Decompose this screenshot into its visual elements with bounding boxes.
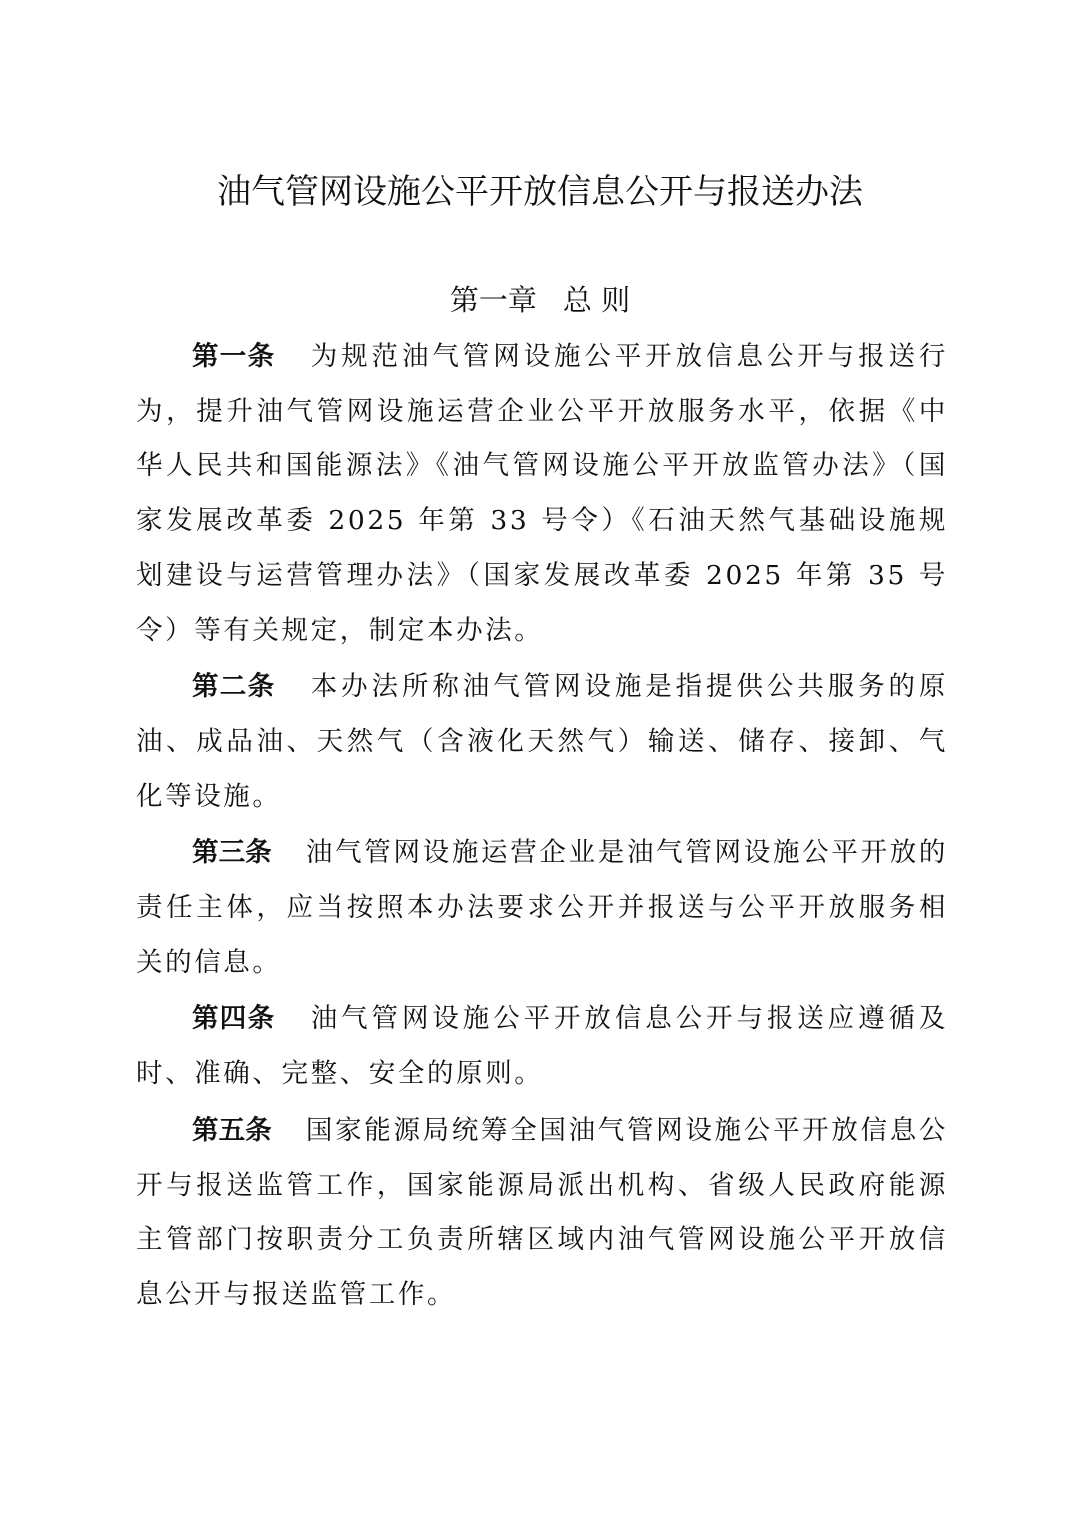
article-text: 油气管网设施公平开放信息公开与报送应遵循及时、准确、完整、安全的原则。 xyxy=(136,1003,949,1090)
chapter-heading xyxy=(0,274,1080,326)
article-1 xyxy=(136,330,948,658)
article-3 xyxy=(136,826,948,990)
document-title: 油气管网设施公平开放信息公开与报送办法 xyxy=(217,172,863,212)
article-5 xyxy=(136,1104,948,1323)
article-label: 第四条 xyxy=(192,1003,276,1035)
article-text: 为规范油气管网设施公平开放信息公开与报送行为，提升油气管网设施运营企业公平开放服务水平，依据《中华人民共和国能源法》《油气管网设施公平开放监管办法》（国家发展改革委 2025 年第 33 号令）《石油天然气基础设施规划建设与运营管理办法》（国家发展改革委 2025 年第 35 号令）等有关规定，制定本办法。 xyxy=(136,341,949,646)
chapter-number: 第一章 xyxy=(449,283,537,317)
article-text: 本办法所称油气管网设施是指提供公共服务的原油、成品油、天然气（含液化天然气）输送、储存、接卸、气化等设施。 xyxy=(136,671,949,812)
article-4 xyxy=(136,992,948,1101)
document-body xyxy=(136,330,948,1325)
article-label: 第二条 xyxy=(192,671,276,703)
article-label: 第三条 xyxy=(192,837,272,869)
chapter-name: 总 则 xyxy=(562,283,631,317)
article-text: 国家能源局统筹全国油气管网设施公平开放信息公开与报送监管工作，国家能源局派出机构、省级人民政府能源主管部门按职责分工负责所辖区域内油气管网设施公平开放信息公开与报送监管工作。 xyxy=(136,1114,949,1310)
article-label: 第一条 xyxy=(192,341,276,372)
article-label: 第五条 xyxy=(192,1114,272,1146)
article-text: 油气管网设施运营企业是油气管网设施公平开放的责任主体，应当按照本办法要求公开并报送与公平开放服务相关的信息。 xyxy=(136,837,949,978)
article-2 xyxy=(136,660,948,824)
